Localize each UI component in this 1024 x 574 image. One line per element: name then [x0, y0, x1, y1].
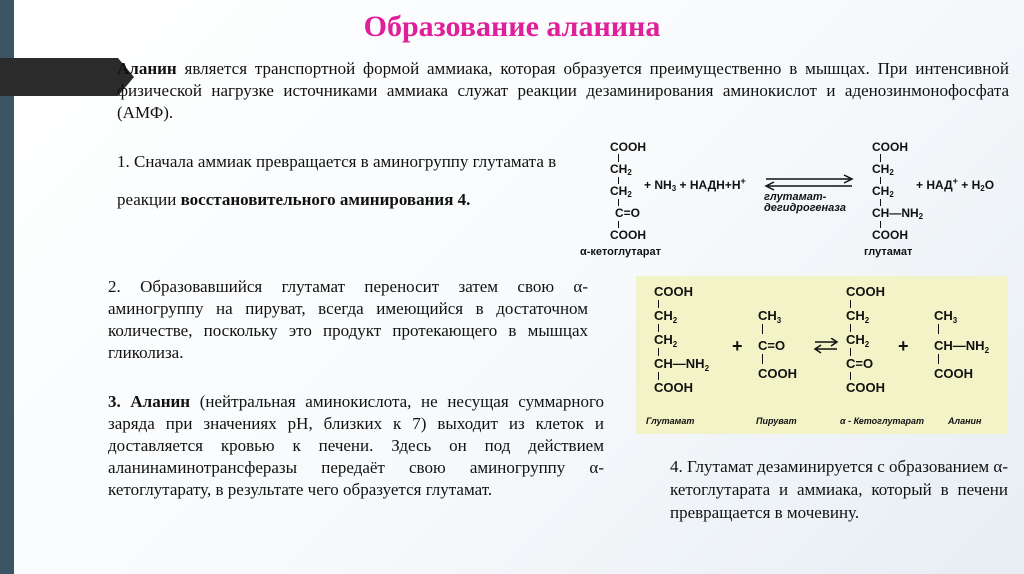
r2-akg-co: C=O	[846, 356, 874, 371]
r1-left-cooh-top: COOH	[610, 140, 646, 154]
slide-title: Образование аланина	[363, 10, 661, 43]
step1-number: 1	[117, 152, 126, 171]
reaction2-diagram	[636, 276, 1008, 434]
step1-bold: восстановительного аминирования 4.	[180, 190, 471, 209]
r2-akg-ch2-b: $CH_2$	[846, 332, 870, 349]
r2-ala-cooh: COOH	[934, 366, 973, 381]
r1-right-ch2-a: $CH_2$	[872, 162, 894, 177]
r2-equilibrium-arrows	[812, 338, 840, 354]
r1-equilibrium-arrows	[762, 174, 856, 192]
r1-right-ch2-b: $CH_2$	[872, 184, 894, 199]
r2-akg-cooh-top: COOH	[846, 284, 885, 299]
r1-left-name: α-кетоглутарат	[580, 246, 661, 258]
r1-reagents-right: + $НАД^+ + H_2O$	[916, 176, 995, 193]
r2-glu-cooh-top: COOH	[654, 284, 693, 299]
step1-text: . Сначала аммиак превращается в аминогруппу глутамата в реакции	[117, 152, 557, 209]
r2-pyr-co: C=O	[758, 338, 786, 353]
step1-paragraph	[117, 143, 567, 219]
r2-ala-chnh2: $CH—NH_2$	[934, 338, 990, 355]
r1-right-name: глутамат	[864, 246, 913, 258]
r2-ala-ch3: $CH_3$	[934, 308, 958, 325]
step2-paragraph: 2. Образовавшийся глутамат переносит затем свою α-аминогруппу на пируват, всегда имеющийся в достаточном количестве, поскольку это продукт протекающего в мышцах гликолиза.	[108, 277, 588, 362]
r2-label-glutamate: Глутамат	[646, 416, 695, 426]
intro-lead: Аланин	[117, 59, 177, 78]
r1-right-cooh-bottom: COOH	[872, 228, 908, 242]
r2-akg-cooh-bottom: COOH	[846, 380, 885, 395]
intro-text: является транспортной формой аммиака, которая образуется преимущественно в мышцах. При интенсивной физической нагрузке источниками аммиака служат реакции дезаминирования аминокислот и аденозинмонофосфата (АМФ).	[117, 59, 1009, 122]
reaction1-diagram	[580, 140, 1020, 265]
r2-akg-ch2-a: $CH_2$	[846, 308, 870, 325]
r1-right-chnh2: $CH—NH_2$	[872, 206, 924, 221]
r2-glu-cooh-bottom: COOH	[654, 380, 693, 395]
step3-paragraph	[108, 391, 604, 501]
r2-label-pyruvate: Пируват	[756, 416, 797, 426]
r2-glu-chnh2: $CH—NH_2$	[654, 356, 710, 373]
r1-reagents-left: + $NH_3$ + НАДН+Н+	[644, 176, 746, 193]
title-tab-marker	[0, 58, 118, 96]
r1-left-cooh-bottom: COOH	[610, 228, 646, 242]
r2-glu-ch2-a: $CH_2$	[654, 308, 678, 325]
r2-label-alanine: Аланин	[948, 416, 982, 426]
r1-right-cooh-top: COOH	[872, 140, 908, 154]
r2-pyr-cooh: COOH	[758, 366, 797, 381]
r1-left-ch2-a: $CH_2$	[610, 162, 632, 177]
r2-plus-1: +	[732, 336, 743, 356]
step4-paragraph: 4. Глутамат дезаминируется с образованием α-кетоглутарата и аммиака, который в печени превращается в мочевину.	[670, 457, 1008, 522]
intro-paragraph	[117, 58, 1009, 124]
r1-enzyme: глутамат- дегидрогеназа	[764, 191, 846, 214]
step3-lead: 3. Аланин	[108, 392, 191, 411]
r2-label-akg: α - Кетоглутарат	[840, 416, 924, 426]
r2-glu-ch2-b: $CH_2$	[654, 332, 678, 349]
r1-left-co: C=O	[615, 206, 641, 220]
r1-left-ch2-b: $CH_2$	[610, 184, 632, 199]
r2-plus-2: +	[898, 336, 909, 356]
r2-pyr-ch3: $CH_3$	[758, 308, 782, 325]
step3-text: (нейтральная аминокислота, не несущая суммарного заряда при значениях pH, близких к 7) выходит из клеток и доставляется кровью к печени. Здесь он под действием аланинаминотрансферазы передаёт свою аминогруппу α-кетоглутарату, в результате чего образуется глутамат.	[108, 392, 604, 499]
